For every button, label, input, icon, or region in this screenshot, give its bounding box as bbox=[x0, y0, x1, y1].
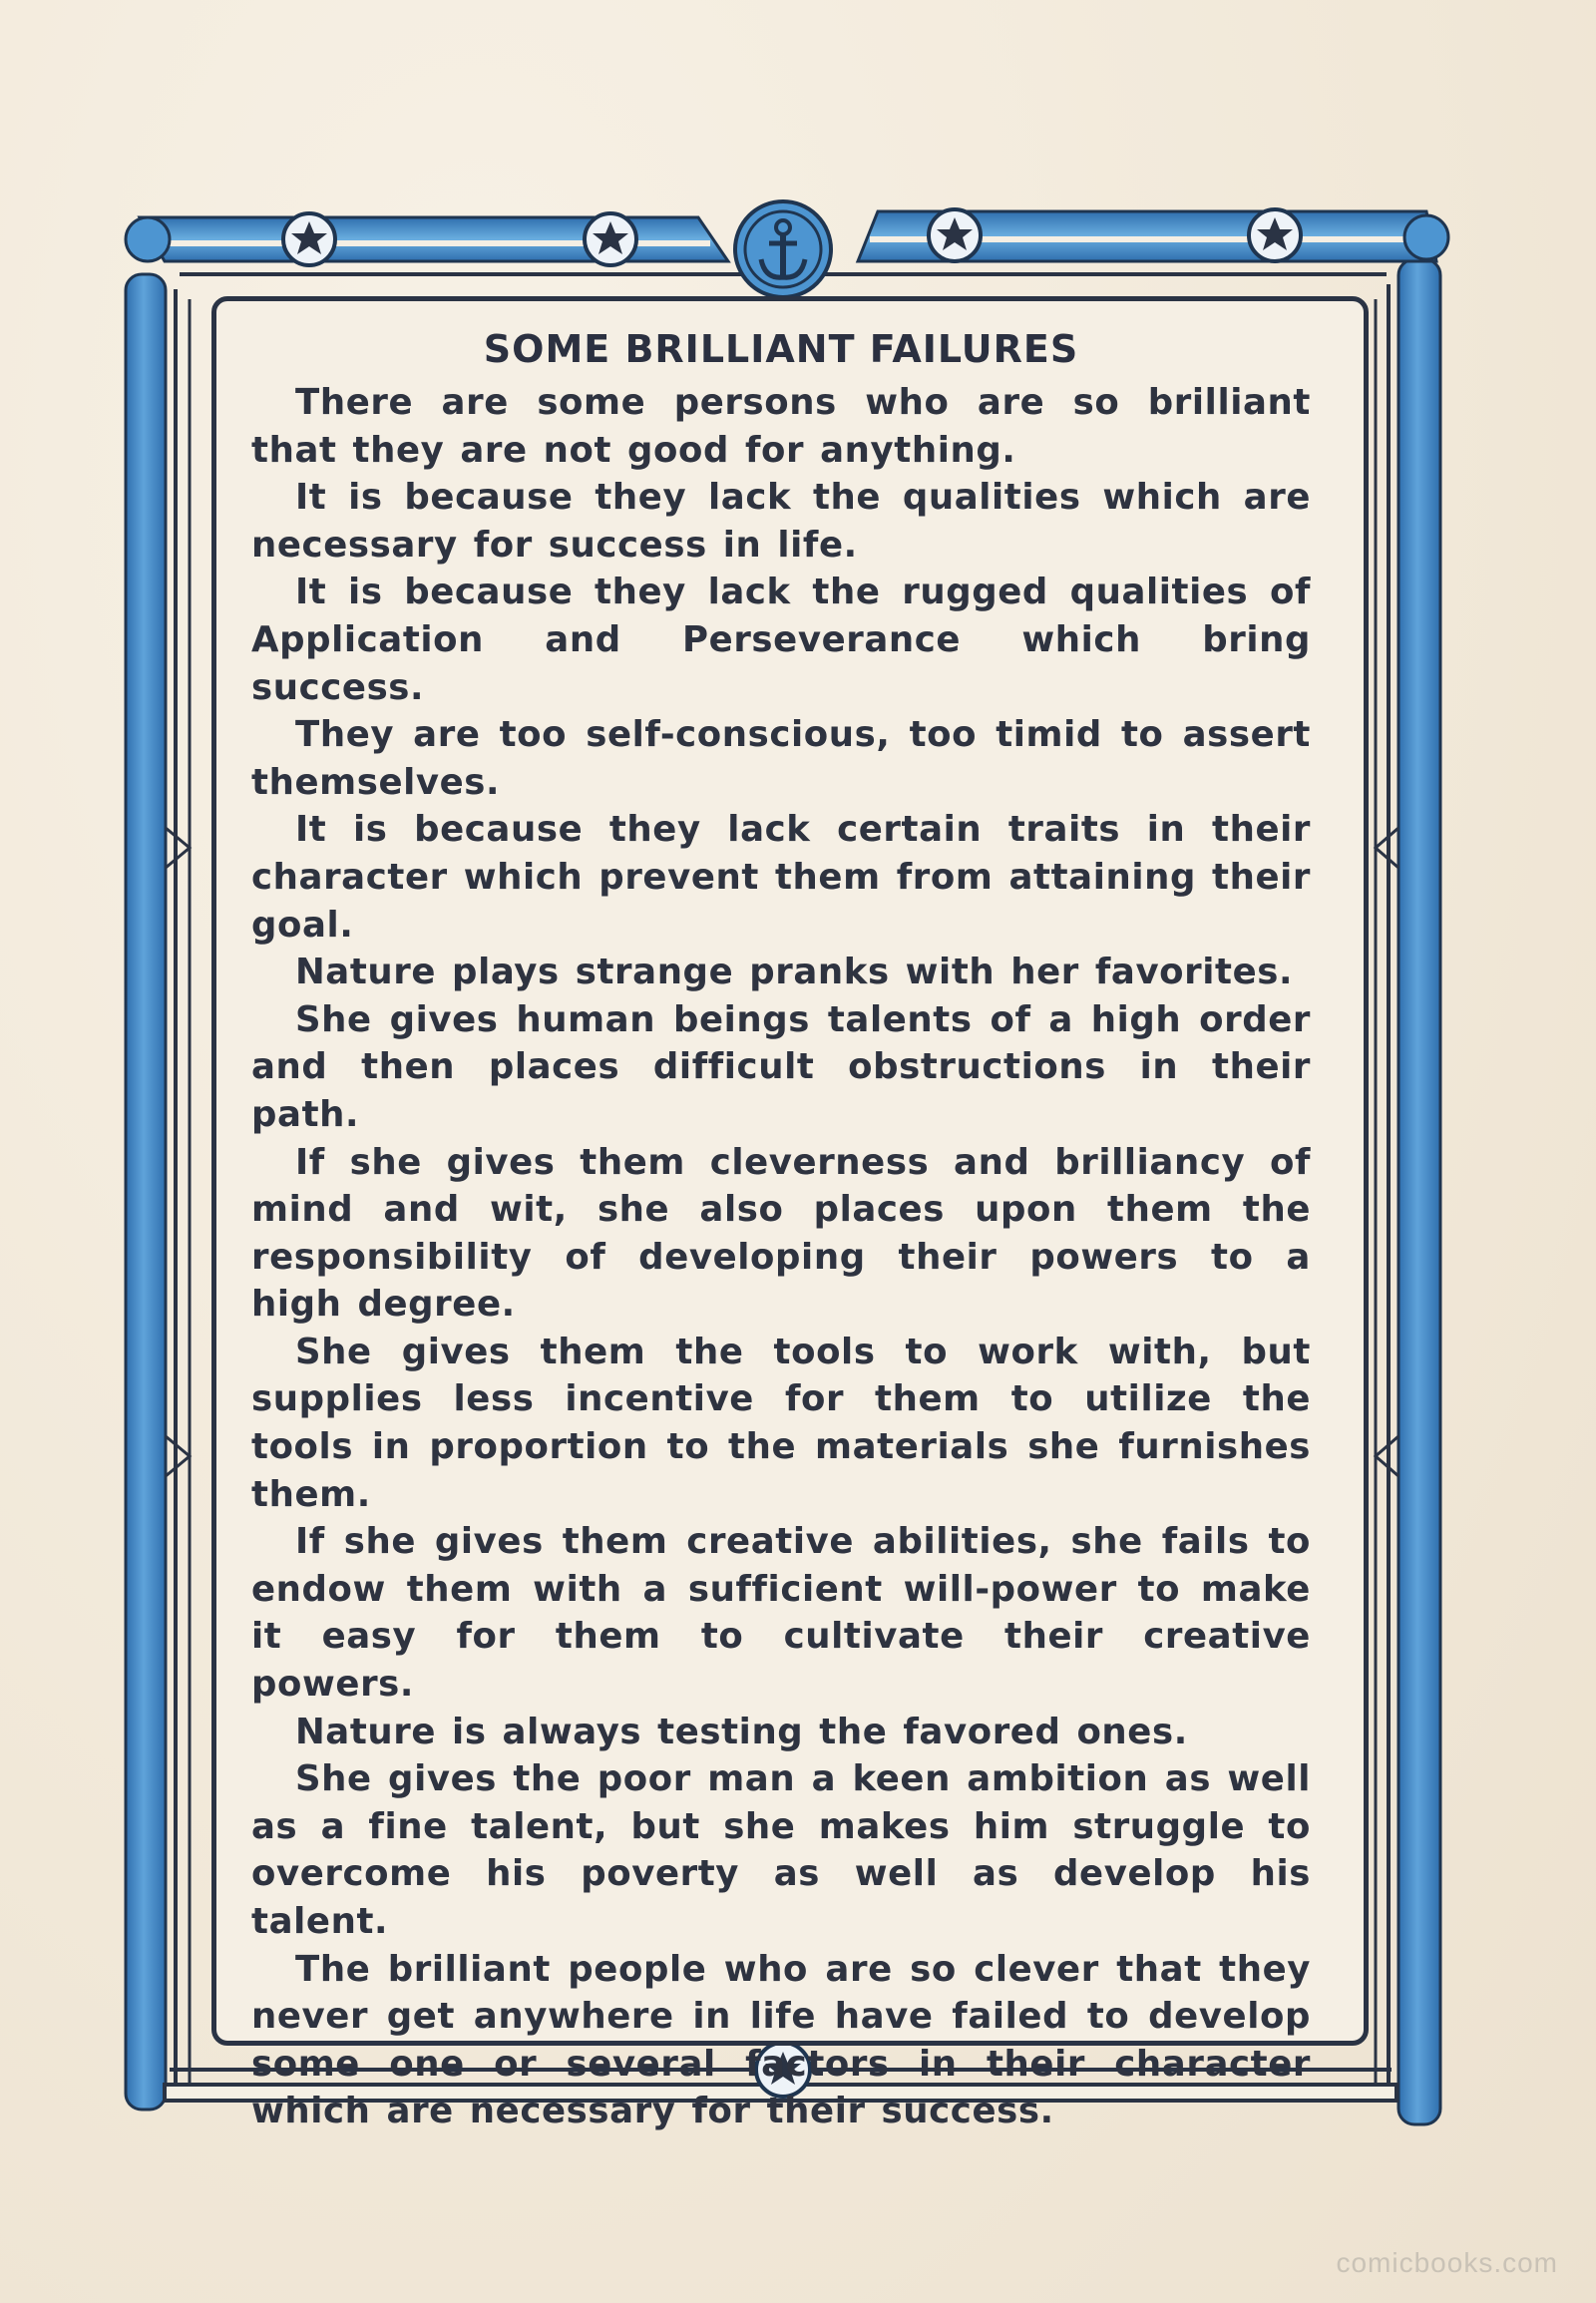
article-title: SOME BRILLIANT FAILURES bbox=[483, 327, 1079, 371]
star-icon bbox=[929, 209, 981, 261]
watermark: comicbooks.com bbox=[1336, 2247, 1558, 2278]
star-icon bbox=[283, 213, 335, 265]
paragraph: The brilliant people who are so clever that they never get anywhere in life have failed to develop some one or several factors in their character which are necessary for their success. bbox=[251, 1948, 1311, 2132]
paragraph: She gives the poor man a keen ambition as well as a fine talent, but she makes him struggle to overcome his poverty as well as develop his talent. bbox=[251, 1758, 1311, 1942]
paragraph: If she gives them cleverness and brilliancy of mind and wit, she also places upon them the responsibility of developing their powers to a high degree. bbox=[251, 1141, 1311, 1326]
star-icon bbox=[1249, 209, 1301, 261]
paragraph: It is because they lack the qualities which are necessary for success in life. bbox=[251, 477, 1311, 566]
right-border-bar bbox=[1376, 259, 1440, 2124]
paragraph: If she gives them creative abilities, she fails to endow them with a sufficient will-power to make it easy for them to cultivate their creative powers. bbox=[251, 1521, 1311, 1706]
paragraph: They are too self-conscious, too timid to assert themselves. bbox=[251, 714, 1311, 803]
paragraph: Nature plays strange pranks with her favorites. bbox=[295, 952, 1294, 993]
article bbox=[251, 327, 1311, 2135]
left-border-bar bbox=[126, 274, 190, 2110]
paragraph: It is because they lack certain traits in their character which prevent them from attaining their goal. bbox=[251, 809, 1311, 946]
paragraph: There are some persons who are so brilliant that they are not good for anything. bbox=[251, 382, 1311, 471]
paragraph: She gives them the tools to work with, but supplies less incentive for them to utilize the tools in proportion to the materials she furnishes them. bbox=[251, 1331, 1311, 1515]
anchor-icon bbox=[735, 201, 831, 297]
star-icon bbox=[585, 213, 636, 265]
paragraph: She gives human beings talents of a high order and then places difficult obstructions in their path. bbox=[251, 998, 1311, 1135]
paragraph: Nature is always testing the favored ones. bbox=[295, 1711, 1188, 1752]
paragraph: It is because they lack the rugged qualities of Application and Perseverance which bring success. bbox=[251, 572, 1311, 708]
